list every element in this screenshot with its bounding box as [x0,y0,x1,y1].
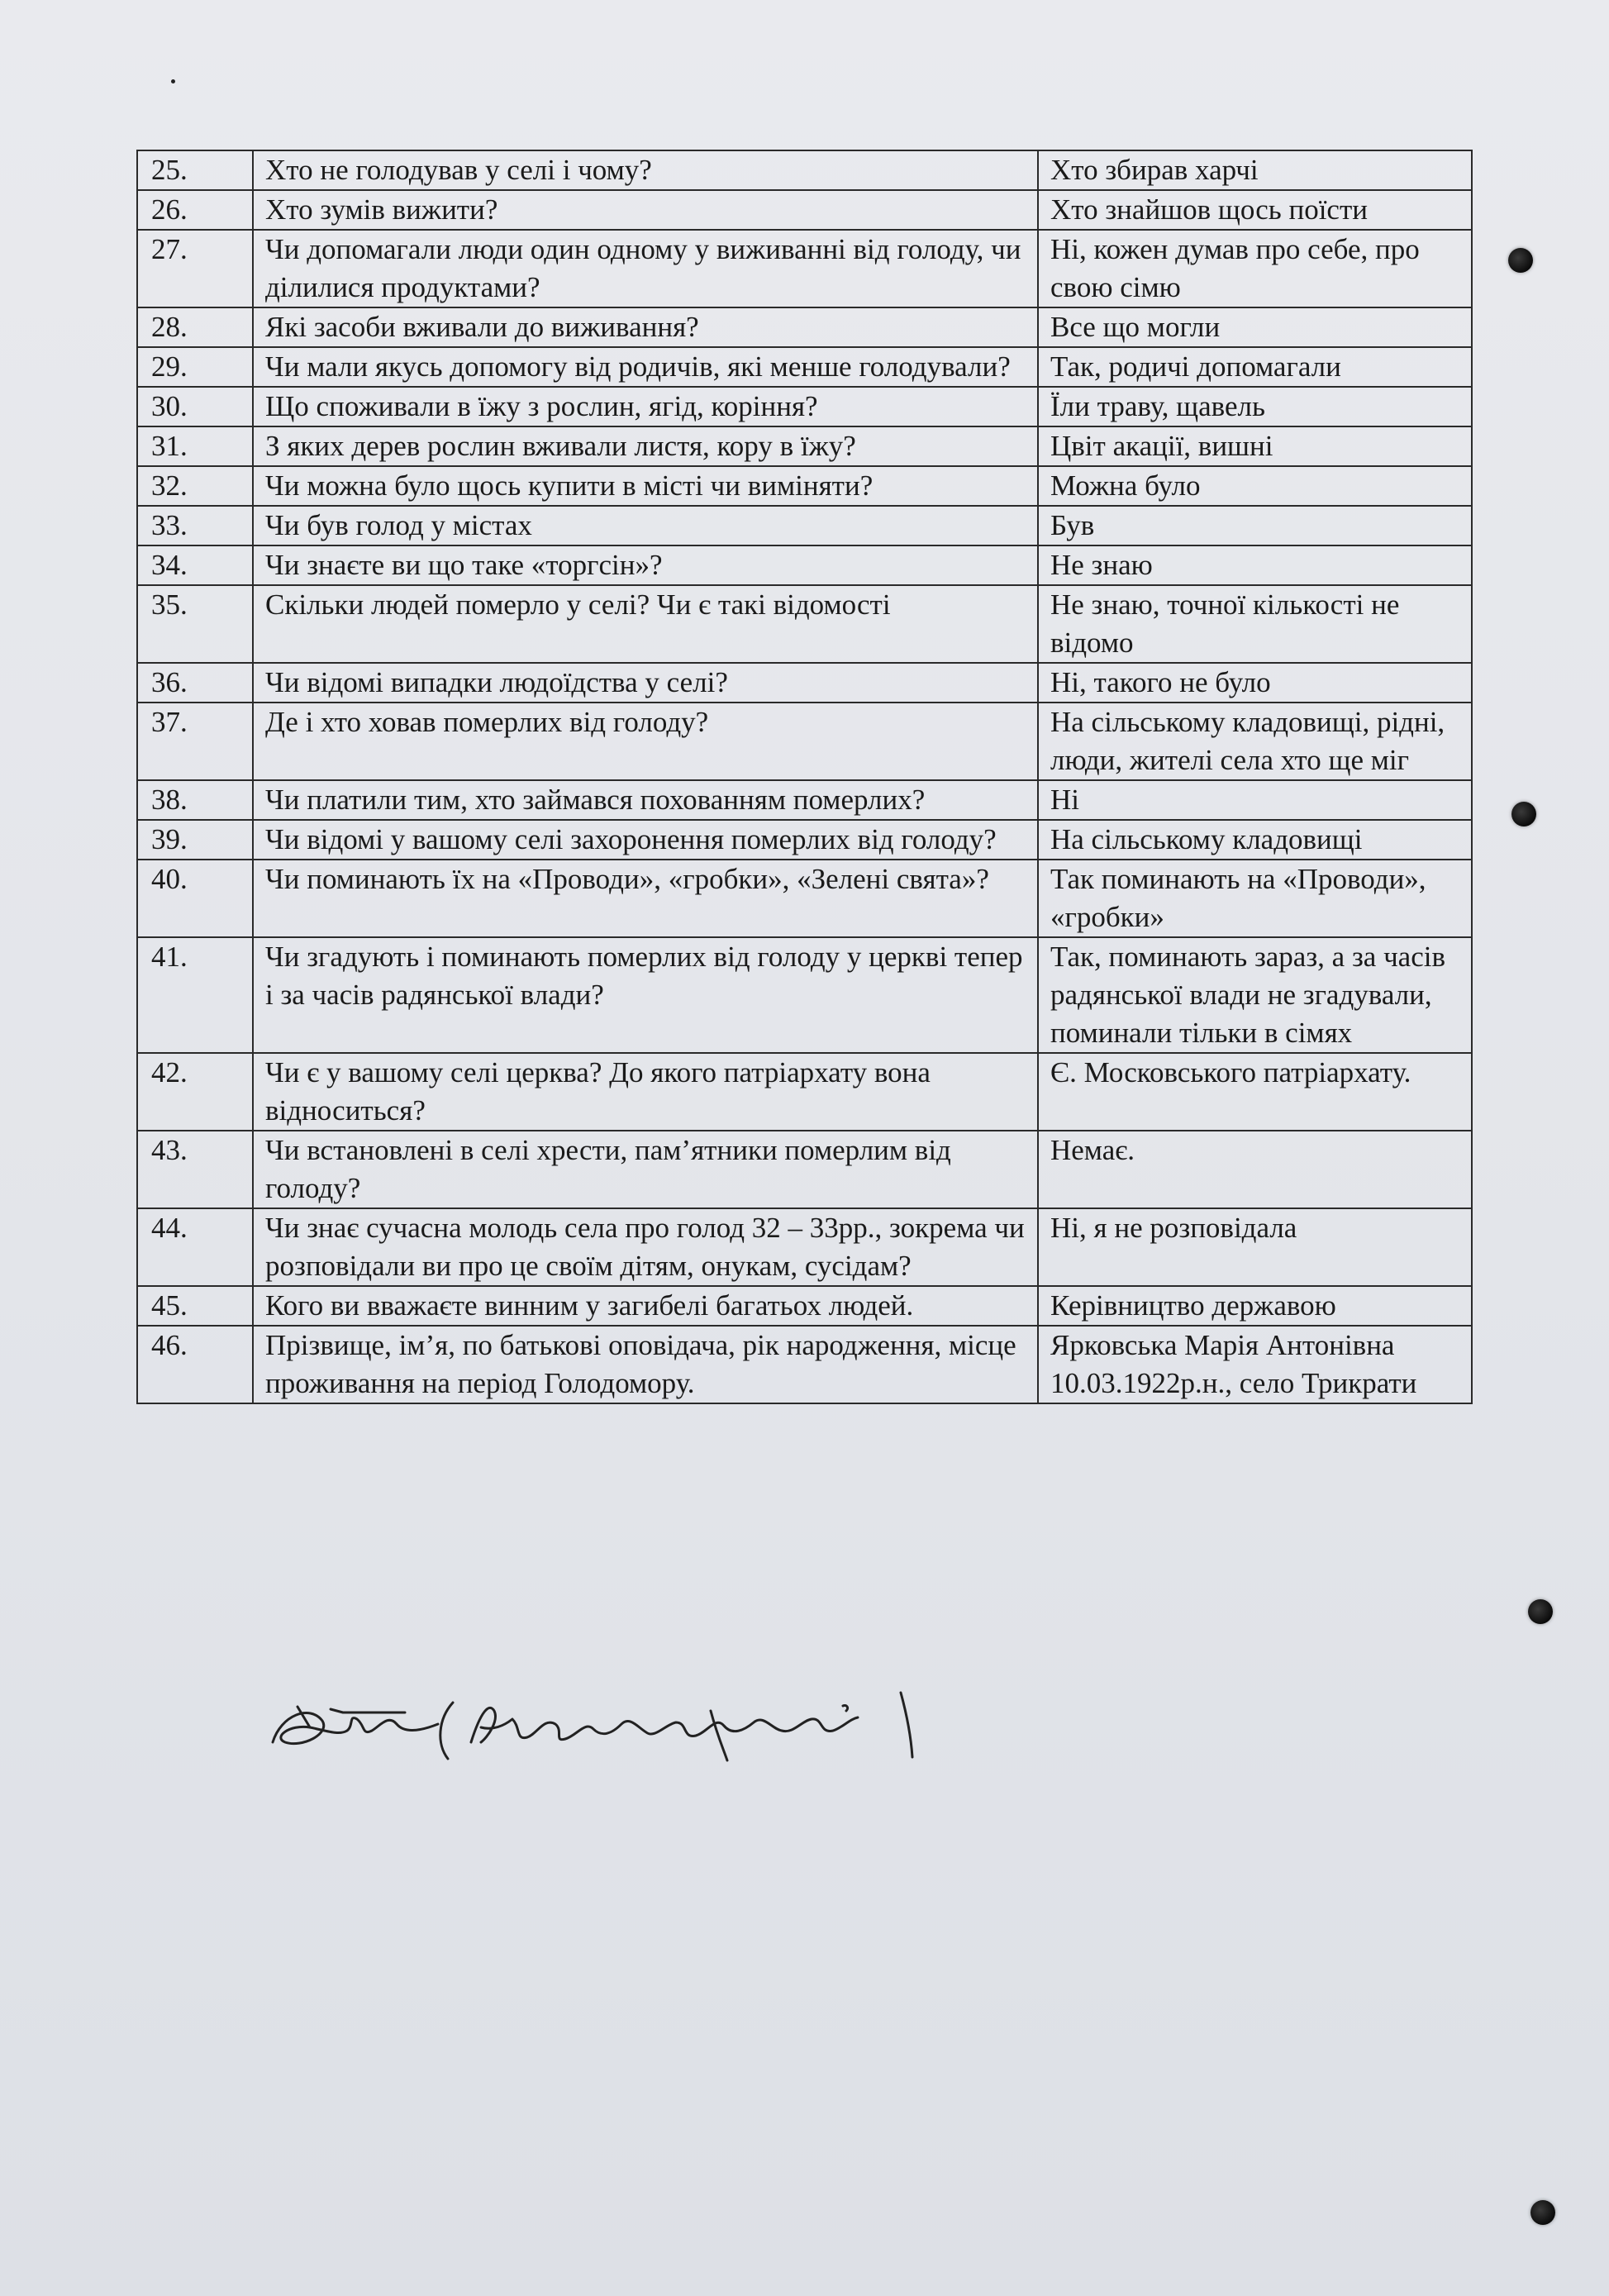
answer-cell: Ні, я не розповідала [1038,1208,1472,1286]
table-row [137,703,1472,780]
answer-cell: Хто знайшов щось поїсти [1038,190,1472,230]
row-number: 31. [137,426,253,466]
question-cell: Чи поминають їх на «Проводи», «гробки», «Зелені свята»? [253,860,1038,937]
table-row [137,1286,1472,1326]
table-row [137,466,1472,506]
question-cell: Чи був голод у містах [253,506,1038,545]
answer-cell: Хто збирав харчі [1038,150,1472,190]
answer-cell: Не знаю [1038,545,1472,585]
table-row [137,230,1472,307]
question-cell: Чи знає сучасна молодь села про голод 32 – 33рр., зокрема чи розповідали ви про це своїм дітям, онукам, сусідам? [253,1208,1038,1286]
question-cell: Кого ви вважаєте винним у загибелі багатьох людей. [253,1286,1038,1326]
questionnaire-table [136,150,1473,1404]
row-number: 44. [137,1208,253,1286]
table-row [137,426,1472,466]
question-cell: Чи відомі випадки людоїдства у селі? [253,663,1038,703]
table-row [137,190,1472,230]
row-number: 27. [137,230,253,307]
table-row [137,1208,1472,1286]
answer-cell: Так, поминають зараз, а за часів радянської влади не згадували, поминали тільки в сімях [1038,937,1472,1053]
row-number: 30. [137,387,253,426]
answer-cell: Їли траву, щавель [1038,387,1472,426]
answer-cell: Можна було [1038,466,1472,506]
row-number: 35. [137,585,253,663]
table-row [137,1326,1472,1403]
question-cell: Скільки людей померло у селі? Чи є такі відомості [253,585,1038,663]
punch-hole-2 [1511,802,1536,826]
question-cell: Чи платили тим, хто займався похованням померлих? [253,780,1038,820]
row-number: 28. [137,307,253,347]
table-row [137,387,1472,426]
answer-cell: На сільському кладовищі, рідні, люди, жителі села хто ще міг [1038,703,1472,780]
table-row [137,545,1472,585]
row-number: 25. [137,150,253,190]
row-number: 34. [137,545,253,585]
question-cell: Чи допомагали люди один одному у виживанні від голоду, чи ділилися продуктами? [253,230,1038,307]
row-number: 46. [137,1326,253,1403]
row-number: 32. [137,466,253,506]
question-cell: Які засоби вживали до виживання? [253,307,1038,347]
row-number: 36. [137,663,253,703]
question-cell: Чи згадують і поминають померлих від голоду у церкві тепер і за часів радянської влади? [253,937,1038,1053]
answer-cell: Немає. [1038,1131,1472,1208]
question-cell: Чи є у вашому селі церква? До якого патріархату вона відноситься? [253,1053,1038,1131]
question-cell: Чи встановлені в селі хрести, пам’ятники померлим від голоду? [253,1131,1038,1208]
table-row [137,506,1472,545]
punch-hole-1 [1508,248,1533,273]
answer-cell: Так поминають на «Проводи», «гробки» [1038,860,1472,937]
question-cell: Прізвище, ім’я, по батькові оповідача, рік народження, місце проживання на період Голодомору. [253,1326,1038,1403]
table-row [137,1131,1472,1208]
punch-hole-3 [1528,1599,1553,1624]
answer-cell: На сільському кладовищі [1038,820,1472,860]
answer-cell: Ні, такого не було [1038,663,1472,703]
row-number: 26. [137,190,253,230]
answer-cell: Керівництво державою [1038,1286,1472,1326]
row-number: 41. [137,937,253,1053]
answer-cell: Є. Московського патріархату. [1038,1053,1472,1131]
row-number: 33. [137,506,253,545]
table-row [137,860,1472,937]
table-row [137,820,1472,860]
table-row [137,347,1472,387]
question-cell: Чи можна було щось купити в місті чи виміняти? [253,466,1038,506]
question-cell: Чи знаєте ви що таке «торгсін»? [253,545,1038,585]
table-row [137,937,1472,1053]
table-row [137,780,1472,820]
row-number: 40. [137,860,253,937]
question-cell: Хто не голодував у селі і чому? [253,150,1038,190]
table-row [137,663,1472,703]
answer-cell: Так, родичі допомагали [1038,347,1472,387]
question-cell: Чи мали якусь допомогу від родичів, які менше голодували? [253,347,1038,387]
question-cell: Що споживали в їжу з рослин, ягід, коріння? [253,387,1038,426]
row-number: 39. [137,820,253,860]
row-number: 42. [137,1053,253,1131]
answer-cell: Цвіт акації, вишні [1038,426,1472,466]
table-row [137,150,1472,190]
answer-cell: Все що могли [1038,307,1472,347]
row-number: 37. [137,703,253,780]
row-number: 29. [137,347,253,387]
table-row [137,1053,1472,1131]
question-cell: Чи відомі у вашому селі захоронення померлих від голоду? [253,820,1038,860]
handwritten-signature [264,1645,1008,1769]
answer-cell: Ні [1038,780,1472,820]
question-cell: З яких дерев рослин вживали листя, кору в їжу? [253,426,1038,466]
row-number: 38. [137,780,253,820]
table-row [137,307,1472,347]
question-cell: Де і хто ховав померлих від голоду? [253,703,1038,780]
question-cell: Хто зумів вижити? [253,190,1038,230]
punch-hole-4 [1530,2200,1555,2225]
paper-speck [171,79,175,83]
answer-cell: Ні, кожен думав про себе, про свою сімю [1038,230,1472,307]
answer-cell: Був [1038,506,1472,545]
table-row [137,585,1472,663]
row-number: 43. [137,1131,253,1208]
row-number: 45. [137,1286,253,1326]
answer-cell: Ярковська Марія Антонівна 10.03.1922р.н., село Трикрати [1038,1326,1472,1403]
answer-cell: Не знаю, точної кількості не відомо [1038,585,1472,663]
